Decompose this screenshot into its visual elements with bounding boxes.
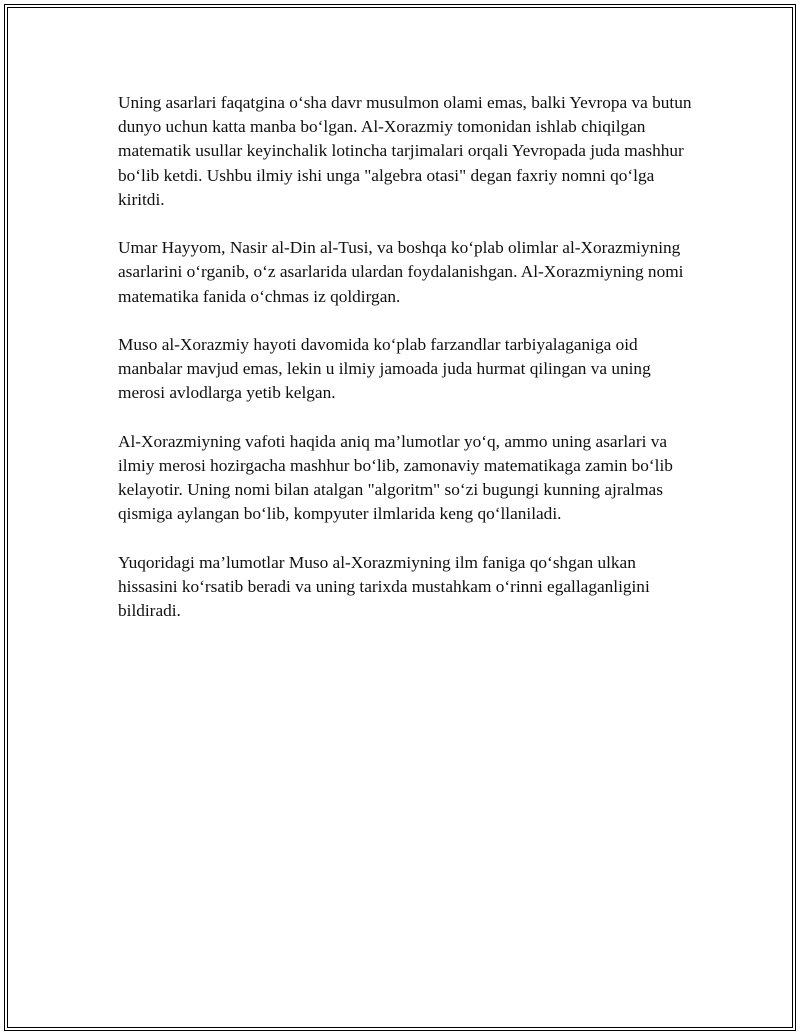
paragraph: Al-Xorazmiyning vafoti haqida aniq ma’lumotlar yo‘q, ammo uning asarlari va ilmiy merosi hozirgacha mashhur bo‘lib, zamonaviy matematikaga zamin bo‘lib kelayotir. Uning nomi bilan atalgan "algoritm" so‘zi bugungi kunning ajralmas qismiga aylangan bo‘lib, kompyuter ilmlarida keng qo‘llaniladi.	[118, 431, 673, 524]
document-body	[118, 91, 696, 648]
paragraph: Uning asarlari faqatgina o‘sha davr musulmon olami emas, balki Yevropa va butun dunyo uchun katta manba bo‘lgan. Al-Xorazmiy tomonidan ishlab chiqilgan matematik usullar keyinchalik lotincha tarjimalari orqali Yevropada juda mashhur bo‘lib ketdi. Ushbu ilmiy ishi unga "algebra otasi" degan faxriy nomni qo‘lga kiritdi.	[118, 93, 692, 209]
paragraph: Umar Hayyom, Nasir al-Din al-Tusi, va boshqa ko‘plab olimlar al-Xorazmiyning asarlarini o‘rganib, o‘z asarlarida ulardan foydalanishgan. Al-Xorazmiyning nomi matematika fanida o‘chmas iz qoldirgan.	[118, 238, 684, 306]
paragraph: Muso al-Xorazmiy hayoti davomida ko‘plab farzandlar tarbiyalaganiga oid manbalar mavjud emas, lekin u ilmiy jamoada juda hurmat qilingan va uning merosi avlodlarga yetib kelgan.	[118, 335, 651, 403]
paragraph: Yuqoridagi ma’lumotlar Muso al-Xorazmiyning ilm faniga qo‘shgan ulkan hissasini ko‘rsatib beradi va uning tarixda mustahkam o‘rinni egallaganligini bildiradi.	[118, 552, 650, 621]
